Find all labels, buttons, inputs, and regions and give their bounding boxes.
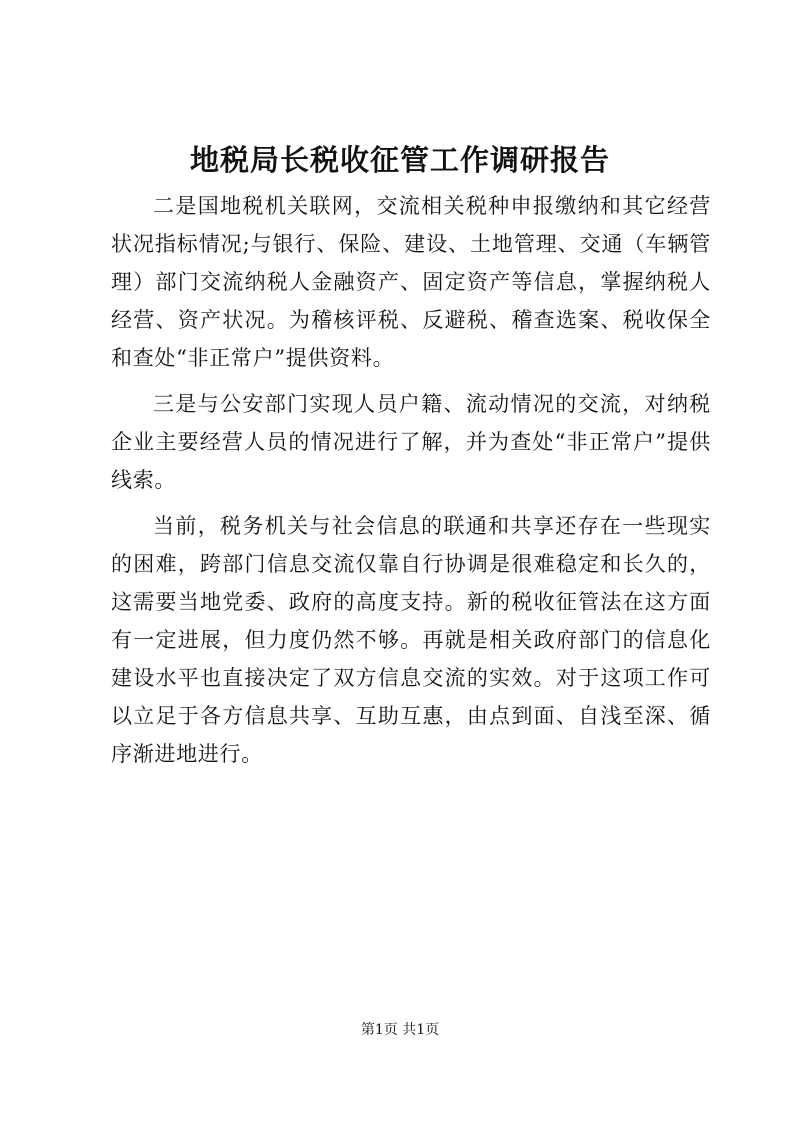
page-title: 地税局长税收征管工作调研报告: [189, 143, 610, 177]
document-body: [111, 187, 711, 781]
paragraph-2: 三是与公安部门实现人员户籍、流动情况的交流，对纳税企业主要经营人员的情况进行了解，并为查处“非正常户”提供线索。: [111, 392, 711, 492]
paragraph-3: 当前，税务机关与社会信息的联通和共享还存在一些现实的困难，跨部门信息交流仅靠自行协调是很难稳定和长久的，这需要当地党委、政府的高度支持。新的税收征管法在这方面有一定进展，但力度仍然不够。再就是相关政府部门的信息化建设水平也直接决定了双方信息交流的实效。对于这项工作可以立足于各方信息共享、互助互惠，由点到面、自浅至深、循序渐进地进行。: [111, 514, 711, 766]
paragraph-1: 二是国地税机关联网，交流相关税种申报缴纳和其它经营状况指标情况;与银行、保险、建设、土地管理、交通（车辆管理）部门交流纳税人金融资产、固定资产等信息，掌握纳税人经营、资产状况。为稽核评税、反避税、稽查选案、税收保全和查处“非正常户”提供资料。: [111, 194, 711, 370]
page-footer: 第1页 共1页: [360, 1022, 440, 1038]
